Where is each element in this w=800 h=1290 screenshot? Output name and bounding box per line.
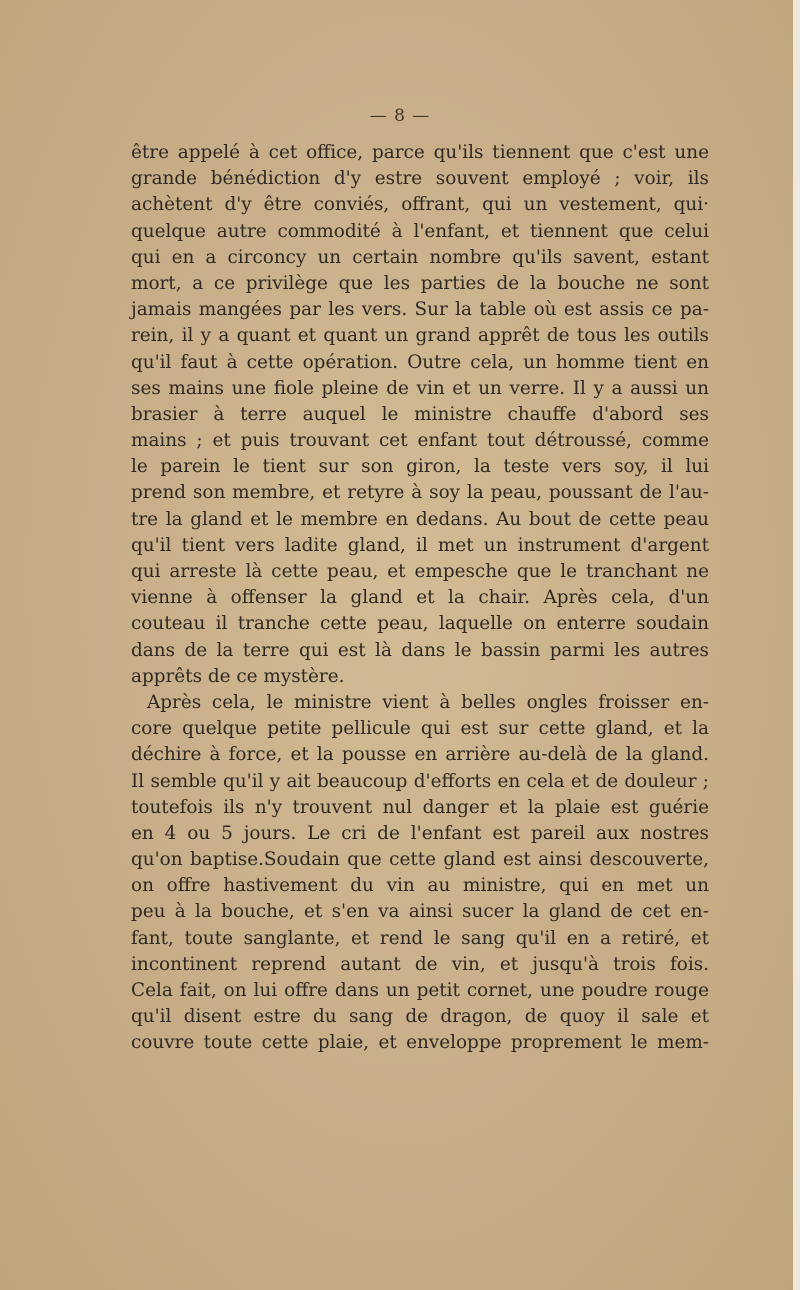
text-line: on offre hastivement du vin au ministre, qui en met un [131,875,709,897]
text-line: prend son membre, et retyre à soy la peau, poussant de l'au- [131,482,709,504]
text-line: incontinent reprend autant de vin, et jusqu'à trois fois. [131,953,709,975]
page-edge [793,0,800,1290]
text-line: mains ; et puis trouvant cet enfant tout détroussé, comme [131,430,709,452]
text-line: brasier à terre auquel le ministre chauffe d'abord ses [131,403,709,425]
text-line: couvre toute cette plaie, et enveloppe proprement le mem- [131,1032,709,1054]
text-line: qu'il faut à cette opération. Outre cela, un homme tient en [131,351,709,373]
text-line: qui arreste là cette peau, et empesche que le tranchant ne [131,561,709,582]
text-line: le parein le tient sur son giron, la teste vers soy, il lui [131,456,709,478]
paragraph-start-line: Après cela, le ministre vient à belles ongles froisser en- [147,691,709,713]
text-line: rein, il y a quant et quant un grand apprêt de tous les outils [131,325,709,347]
text-line: ses mains une fiole pleine de vin et un verre. Il y a aussi un [131,377,709,399]
page-number: — 8 — [369,106,431,126]
text-line: couteau il tranche cette peau, laquelle on enterre soudain [131,613,709,635]
text-line: toutefois ils n'y trouvent nul danger et la plaie est guérie [131,796,709,818]
text-line: en 4 ou 5 jours. Le cri de l'enfant est pareil aux nostres [131,822,709,844]
text-line: qu'il disent estre du sang de dragon, de quoy il sale et [131,1006,709,1028]
text-line: qui en a circoncy un certain nombre qu'ils savent, estant [131,246,709,268]
text-line: fant, toute sanglante, et rend le sang qu'il en a retiré, et [131,927,709,949]
body-text [131,140,709,1057]
text-line: peu à la bouche, et s'en va ainsi sucer la gland de cet en- [131,901,709,923]
text-line: Il semble qu'il y ait beaucoup d'efforts en cela et de douleur ; [131,770,709,792]
text-line: jamais mangées par les vers. Sur la table où est assis ce pa- [131,299,709,321]
text-line: grande bénédiction d'y estre souvent employé ; voir, ils [131,168,709,190]
text-line: achètent d'y être conviés, offrant, qui un vestement, qui· [131,194,709,216]
text-line: dans de la terre qui est là dans le bassin parmi les autres [131,639,709,661]
text-line: qu'il tient vers ladite gland, il met un instrument d'argent [131,534,709,556]
text-line: mort, a ce privilège que les parties de la bouche ne sont [131,272,709,294]
text-line: qu'on baptise.Soudain que cette gland est ainsi descouverte, [131,849,709,871]
text-line: être appelé à cet office, parce qu'ils tiennent que c'est une [131,142,709,163]
text-line: vienne à offenser la gland et la chair. Après cela, d'un [131,587,709,609]
text-line: déchire à force, et la pousse en arrière au-delà de la gland. [131,744,709,766]
text-line: tre la gland et le membre en dedans. Au bout de cette peau [131,508,709,530]
text-line: core quelque petite pellicule qui est sur cette gland, et la [131,718,709,740]
text-line: Cela fait, on lui offre dans un petit cornet, une poudre rouge [131,980,709,1001]
paragraph-end-line: apprêts de ce mystère. [131,665,345,687]
text-line: quelque autre commodité à l'enfant, et tiennent que celui [131,220,709,242]
